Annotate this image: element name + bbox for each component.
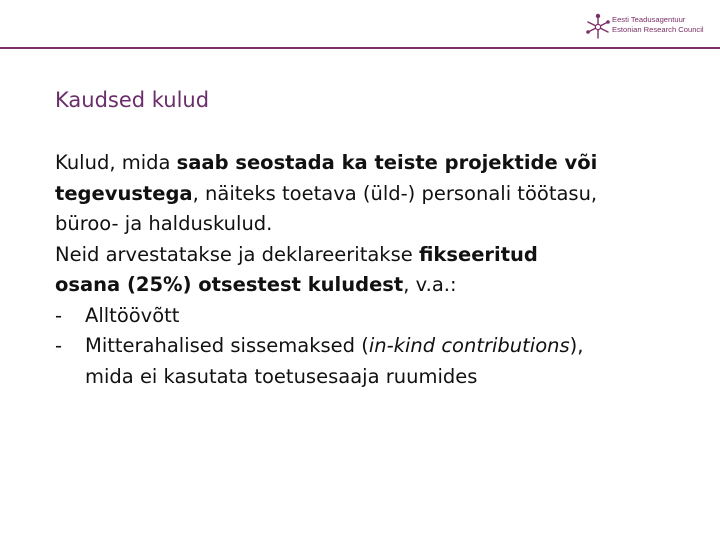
list-item-in-kind-line2 [55, 362, 695, 393]
paragraph-definition-line3 [55, 209, 695, 240]
paragraph-fixed-rate-line2 [55, 270, 695, 301]
list-item-subcontracting [55, 301, 695, 332]
paragraph-definition-line2 [55, 179, 695, 210]
slide-body [55, 148, 695, 392]
logo-wordmark [612, 15, 708, 35]
header-divider [0, 47, 720, 49]
italic-text-run: in-kind contributions [368, 334, 570, 357]
bold-text-run: fikseeritud [418, 242, 538, 266]
bullet-dash: - [55, 334, 63, 357]
text-run: , näiteks toetava (üld-) personali töötasu, [192, 181, 598, 205]
paragraph-fixed-rate-line1 [55, 240, 695, 271]
text-run: Kulud, mida [55, 151, 177, 174]
text-run: ), [569, 334, 584, 357]
bullet-dash: - [55, 303, 63, 327]
bold-text-run: tegevustega [55, 181, 193, 205]
slide-title: Kaudsed kulud [55, 88, 210, 112]
text-run: Mitterahalised sissemaksed ( [85, 334, 369, 357]
logo-name-estonian: Eesti Teadusagentuur [612, 15, 686, 24]
text-run: büroo- ja halduskulud. [55, 212, 273, 235]
list-item-in-kind-line1 [55, 331, 695, 362]
bold-text-run: saab seostada ka teiste projektide või [176, 151, 598, 174]
text-run: Alltöövõtt [85, 303, 180, 327]
bold-text-run: osana (25%) otsestest kuludest [55, 273, 404, 296]
text-run: , v.a.: [403, 273, 457, 296]
text-run: Neid arvestatakse ja deklareeritakse [55, 242, 419, 266]
organization-logo [584, 13, 708, 41]
logo-star-icon [584, 13, 612, 41]
text-run: mida ei kasutata toetusesaaja ruumides [85, 364, 478, 388]
logo-name-english: Estonian Research Council [612, 25, 704, 34]
paragraph-definition-line1 [55, 148, 695, 179]
